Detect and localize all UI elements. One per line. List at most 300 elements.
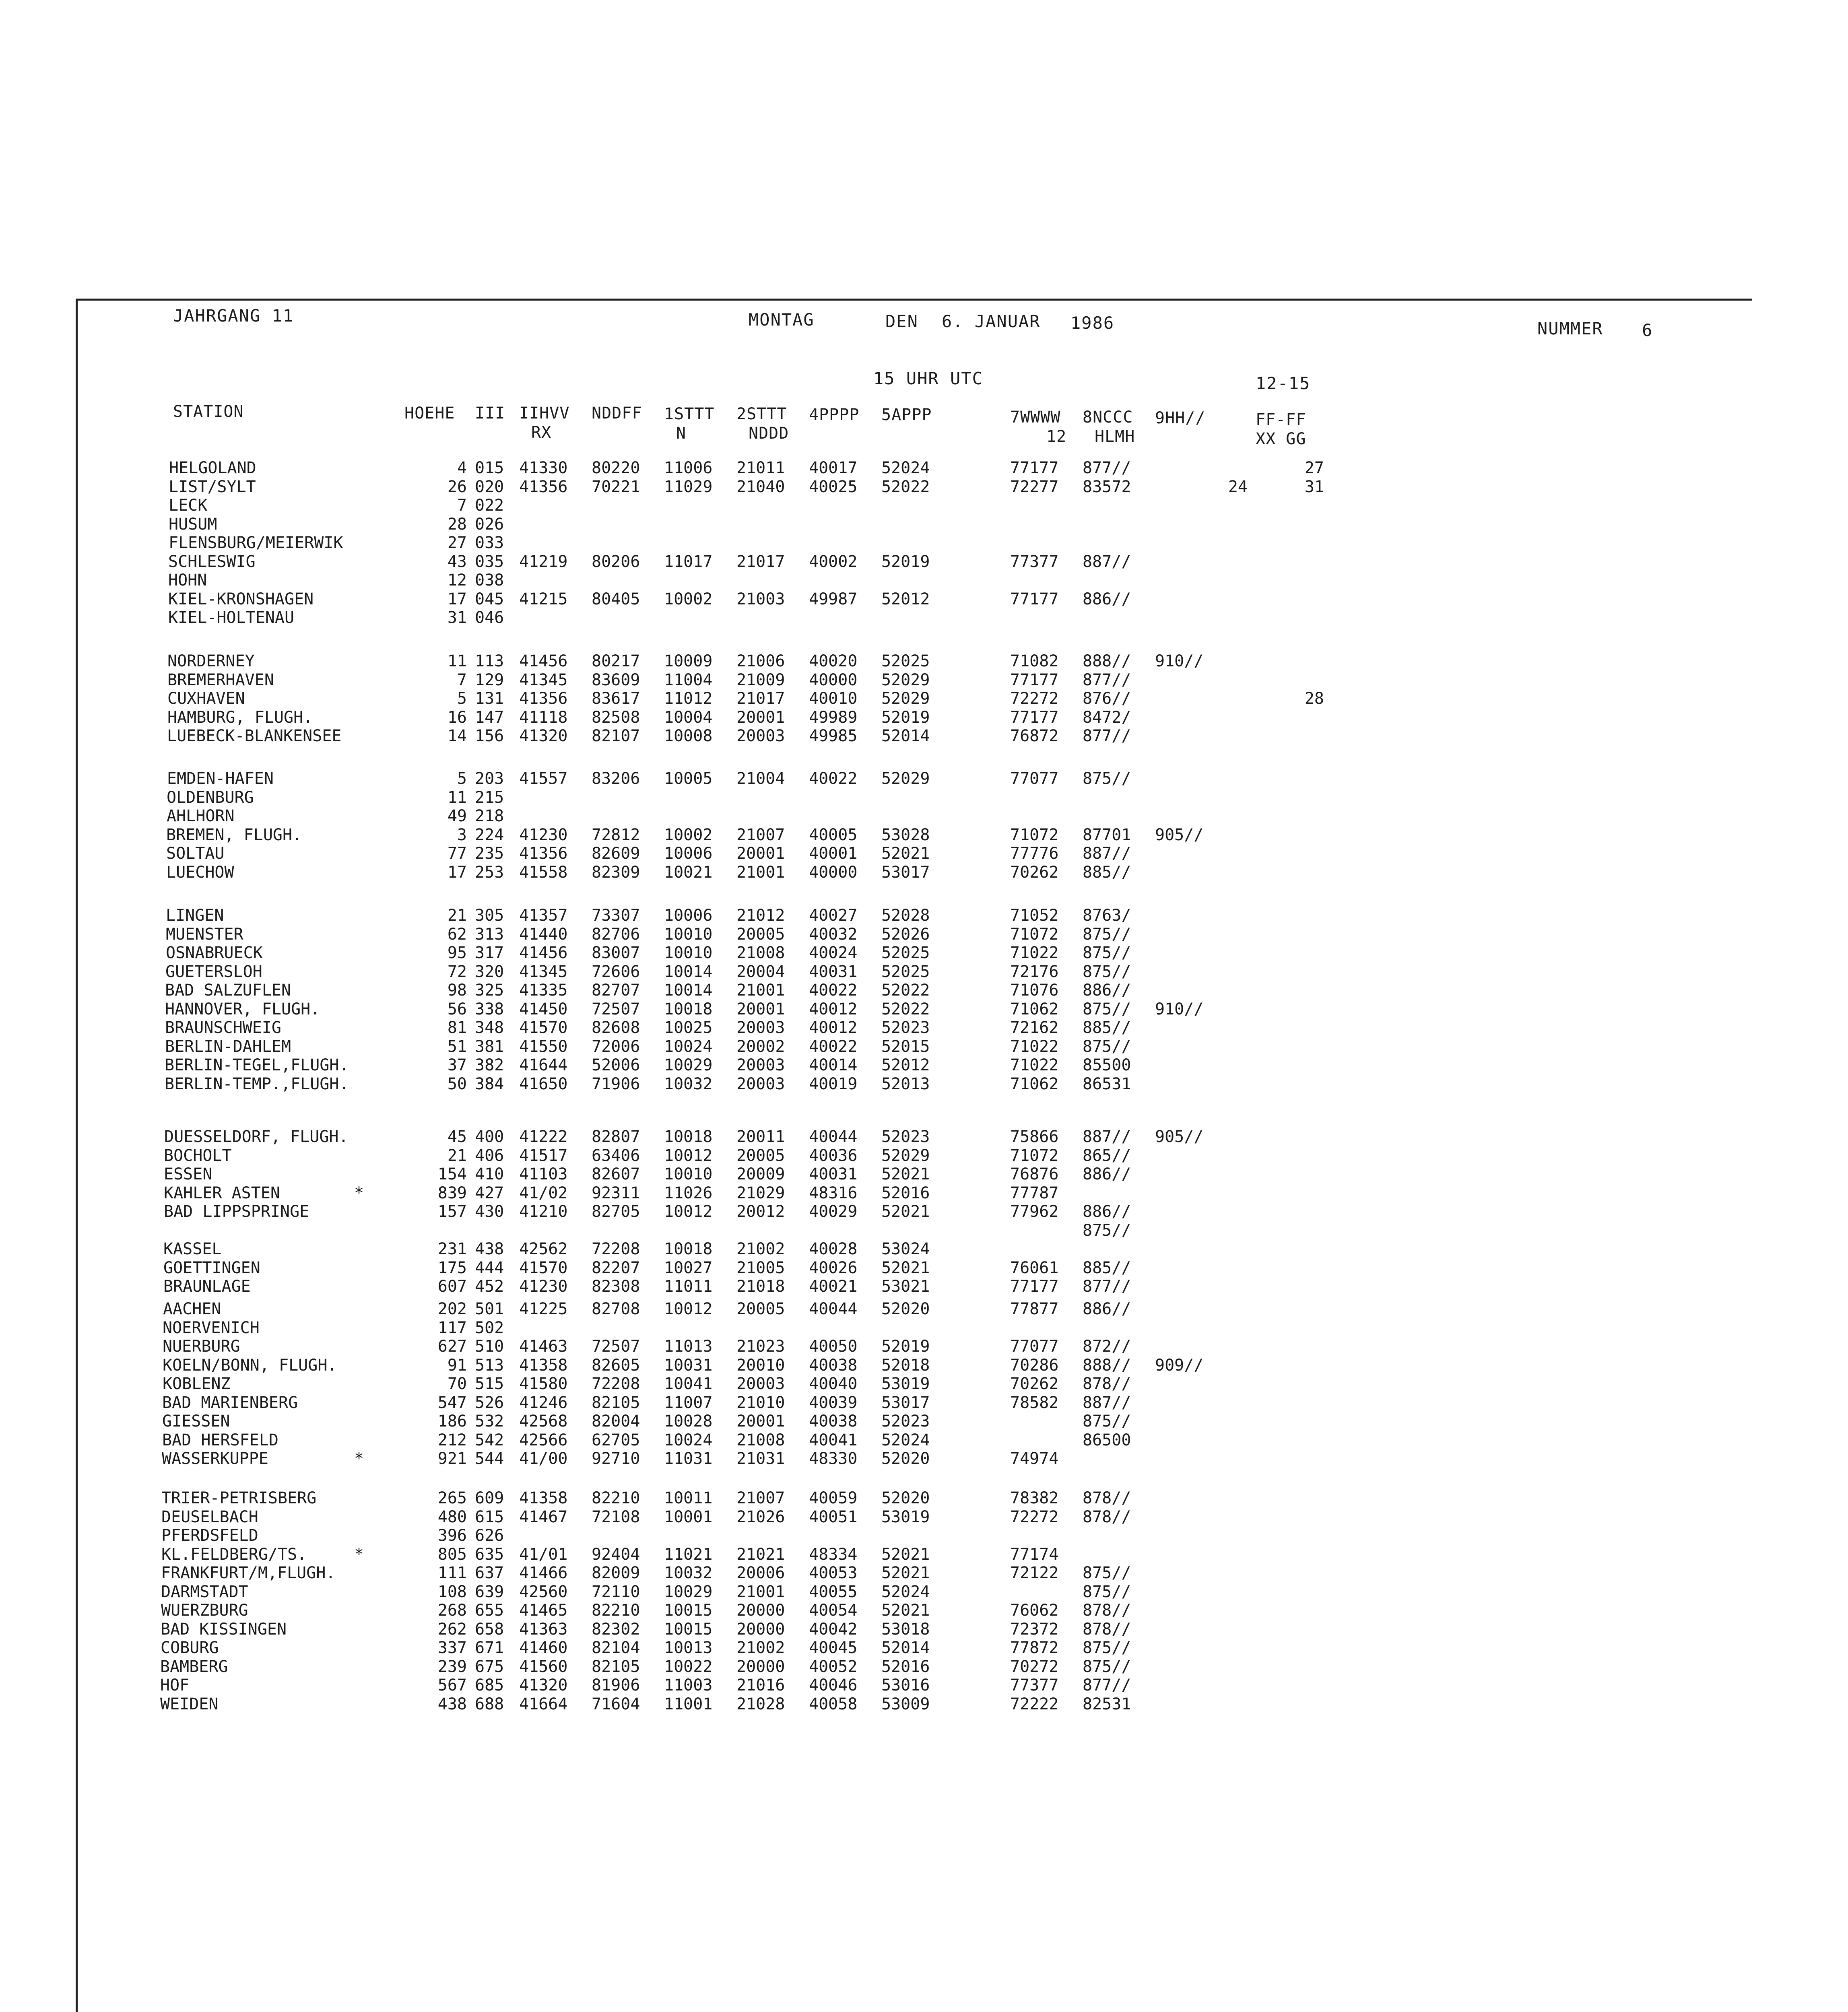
cell-hoehe: 157 [437,1202,467,1221]
cell-g1: 41456 [519,652,568,670]
cell-g1: 41230 [519,1277,568,1296]
cell-g6: 52019 [881,708,930,727]
cell-g1: 41570 [519,1258,568,1277]
cell-g8: 875// [1083,944,1131,962]
cell-g5: 40052 [809,1657,858,1676]
cell-station: BAD SALZUFLEN [165,981,291,1000]
cell-station: BAMBERG [160,1657,228,1676]
table-row [0,1449,1610,1468]
cell-iii: 325 [475,981,504,1000]
cell-iii: 637 [475,1564,504,1582]
cell-g6: 53028 [881,825,930,844]
cell-g1: 41456 [519,944,568,962]
cell-g8: 876// [1083,689,1131,708]
cell-station: KAHLER ASTEN [164,1183,280,1202]
cell-g1: 41219 [519,552,568,571]
col-9hh: 9HH// [1155,409,1206,427]
cell-g6: 53024 [881,1240,930,1258]
cell-iii: 046 [475,608,504,627]
table-row [0,1165,1610,1183]
cell-iii: 320 [475,962,504,981]
table-row [0,515,1610,534]
col-sub-nddd: NDDD [749,424,789,443]
cell-iii: 035 [475,552,504,571]
cell-iii: 675 [475,1657,504,1676]
cell-hoehe: 212 [437,1431,467,1449]
cell-g7: 77377 [1010,552,1059,571]
cell-g2: 83007 [592,944,640,962]
cell-g5: 40036 [809,1146,858,1165]
cell-g7: 72372 [1010,1620,1059,1639]
cell-g2: 80206 [592,552,640,571]
cell-g4: 21007 [736,1489,785,1507]
cell-g4: 20003 [736,1074,785,1093]
cell-g7: 72122 [1010,1564,1059,1582]
cell-g6: 52023 [881,1018,930,1037]
cell-g3: 10006 [664,844,713,863]
cell-g2: 82807 [592,1128,640,1146]
cell-gg: 27 [1304,459,1324,477]
table-row [0,1000,1610,1018]
cell-g2: 82508 [592,708,640,727]
cell-g2: 92311 [592,1183,640,1202]
cell-hoehe: 396 [437,1526,467,1545]
cell-g4: 20005 [736,1300,785,1318]
cell-g3: 10029 [664,1056,713,1074]
cell-g1: 41215 [519,590,568,608]
table-row [0,844,1610,863]
cell-g6: 53016 [881,1676,930,1695]
cell-hoehe: 3 [457,825,467,844]
cell-g4: 20001 [736,708,785,727]
cell-g3: 10025 [664,1018,713,1037]
cell-hoehe: 98 [447,981,467,1000]
cell-station: HANNOVER, FLUGH. [165,1000,320,1018]
cell-g1: 41463 [519,1337,568,1356]
cell-hoehe: 95 [447,944,467,962]
cell-g6: 52020 [881,1300,930,1318]
cell-g5: 40038 [809,1356,858,1375]
cell-g4: 20001 [736,1412,785,1431]
cell-g5: 49985 [809,727,858,745]
cell-g4: 20004 [736,962,785,981]
cell-g8: 878// [1083,1375,1131,1393]
date-label: 6. JANUAR [942,311,1041,331]
cell-g3: 11007 [664,1393,713,1412]
cell-g4: 21001 [736,981,785,1000]
cell-g1: 41345 [519,670,568,689]
range-label: 12-15 [1256,373,1311,393]
cell-g8: 887// [1083,844,1131,863]
cell-g8: 886// [1083,1300,1131,1318]
cell-g1: 41356 [519,689,568,708]
cell-g1: 41465 [519,1601,568,1620]
cell-iii: 671 [475,1639,504,1657]
table-row [0,1545,1610,1564]
cell-g8: 875// [1083,1639,1131,1657]
cell-g8: 8763/ [1083,906,1131,925]
cell-iii: 406 [475,1146,504,1165]
cell-g4: 21001 [736,1582,785,1601]
table-row [0,478,1610,496]
nummer-label: NUMMER [1537,319,1603,338]
cell-hoehe: 77 [447,844,467,863]
cell-hoehe: 480 [437,1507,467,1526]
cell-station: WEIDEN [160,1695,219,1713]
cell-g2: 72110 [592,1582,640,1601]
cell-station: KIEL-HOLTENAU [168,608,295,627]
cell-station: HAMBURG, FLUGH. [167,708,313,727]
cell-station: GOETTINGEN [163,1258,260,1277]
cell-g3: 10015 [664,1620,713,1639]
cell-hoehe: 21 [447,906,467,925]
cell-station: BAD HERSFELD [162,1431,278,1449]
table-row [0,608,1610,627]
cell-iii: 544 [475,1449,504,1468]
cell-hoehe: 7 [457,496,467,515]
col-5appp: 5APPP [881,406,932,424]
table-row [0,459,1610,477]
cell-station: EMDEN-HAFEN [167,769,274,788]
cell-g7: 76061 [1010,1258,1059,1277]
table-row [0,1202,1610,1221]
cell-g1: 41103 [519,1165,568,1183]
cell-g4: 21005 [736,1258,785,1277]
cell-g1: 41118 [519,708,568,727]
cell-g8: 886// [1083,1165,1131,1183]
col-nddff: NDDFF [592,404,642,423]
cell-g4: 21002 [736,1639,785,1657]
cell-hoehe: 607 [437,1277,467,1296]
cell-g8: 86531 [1083,1074,1131,1093]
cell-g7: 72272 [1010,1507,1059,1526]
cell-g3: 10002 [664,590,713,608]
cell-hoehe: 14 [447,727,467,745]
cell-g8: 877// [1083,459,1131,477]
cell-g5: 40039 [809,1393,858,1412]
cell-g7: 77077 [1010,1337,1059,1356]
cell-g7: 71082 [1010,652,1059,670]
cell-g1: 41/00 [519,1449,568,1468]
cell-g5: 40038 [809,1412,858,1431]
cell-g5: 40058 [809,1695,858,1713]
cell-g8: 878// [1083,1489,1131,1507]
cell-mark: * [354,1449,364,1468]
cell-g1: 41664 [519,1695,568,1713]
cell-g8: 87701 [1083,825,1131,844]
cell-g7: 71072 [1010,825,1059,844]
cell-g9: 905// [1155,1128,1204,1146]
cell-station: LUECHOW [166,863,234,882]
cell-g7: 71072 [1010,925,1059,944]
cell-station: GUETERSLOH [165,962,262,981]
cell-hoehe: 12 [447,571,467,590]
cell-g3: 10011 [664,1489,713,1507]
cell-hoehe: 438 [437,1695,467,1713]
cell-hoehe: 547 [437,1393,467,1412]
col-8nccc: 8NCCC [1083,408,1133,427]
cell-g3: 10012 [664,1300,713,1318]
cell-g5: 40029 [809,1202,858,1221]
cell-g1: 41320 [519,727,568,745]
cell-g1: 42568 [519,1412,568,1431]
cell-g2: 82308 [592,1277,640,1296]
cell-iii: 113 [475,652,504,670]
cell-g6: 52024 [881,1582,930,1601]
cell-g3: 10031 [664,1356,713,1375]
cell-g2: 71604 [592,1695,640,1713]
cell-hoehe: 186 [437,1412,467,1431]
cell-g8: 878// [1083,1601,1131,1620]
cell-g7: 74974 [1010,1449,1059,1468]
cell-station: HOHN [168,571,207,590]
cell-g6: 53019 [881,1507,930,1526]
cell-g1: 41466 [519,1564,568,1582]
cell-g7: 71062 [1010,1074,1059,1093]
cell-g6: 52021 [881,1601,930,1620]
cell-iii: 542 [475,1431,504,1449]
cell-g6: 53021 [881,1277,930,1296]
cell-gg: 31 [1304,477,1324,496]
cell-g4: 20003 [736,1375,785,1393]
table-row [0,788,1610,807]
cell-g3: 10022 [664,1657,713,1676]
cell-g2: 82004 [592,1412,640,1431]
cell-g2: 62705 [592,1431,640,1449]
col-4pppp: 4PPPP [809,406,860,424]
cell-g7: 77787 [1010,1183,1059,1202]
cell-g2: 72108 [592,1507,640,1526]
cell-g3: 10010 [664,925,713,944]
cell-g5: 40024 [809,944,858,962]
cell-g4: 20009 [736,1165,785,1183]
cell-g5: 40051 [809,1507,858,1526]
cell-hoehe: 70 [447,1375,467,1393]
cell-station: LINGEN [166,906,224,925]
cell-station: HELGOLAND [169,459,256,477]
table-row [0,1508,1610,1526]
table-row [0,571,1610,590]
cell-station: CUXHAVEN [167,689,245,708]
cell-g1: 41356 [519,477,568,496]
cell-g8: 865// [1083,1146,1131,1165]
cell-g4: 21016 [736,1676,785,1695]
cell-g5: 40012 [809,1018,858,1037]
cell-g3: 11017 [664,552,713,571]
cell-g4: 21008 [736,944,785,962]
cell-g1: 41558 [519,863,568,882]
cell-gg: 28 [1304,689,1324,708]
cell-g1: 41467 [519,1507,568,1526]
cell-g5: 40022 [809,769,858,788]
cell-hoehe: 56 [447,1000,467,1018]
cell-g1: 41550 [519,1037,568,1056]
cell-g3: 11031 [664,1449,713,1468]
cell-g7: 71076 [1010,981,1059,1000]
weekday-label: MONTAG [749,310,815,330]
col-station: STATION [173,402,244,421]
cell-ff: 24 [1228,477,1248,496]
cell-g4: 20003 [736,1056,785,1074]
cell-g5: 40000 [809,670,858,689]
cell-g1: 41320 [519,1676,568,1695]
cell-g8: 875// [1083,1221,1131,1240]
table-row [0,689,1610,708]
cell-g5: 40042 [809,1620,858,1639]
cell-iii: 131 [475,689,504,708]
cell-g1: 41570 [519,1018,568,1037]
cell-iii: 658 [475,1620,504,1639]
cell-station: GIESSEN [162,1412,230,1431]
cell-g1: 41/02 [519,1183,568,1202]
cell-station: KOBLENZ [163,1375,231,1393]
cell-g2: 92404 [592,1545,640,1564]
cell-g1: 41335 [519,981,568,1000]
table-row [0,1695,1610,1713]
cell-g1: 41345 [519,962,568,981]
cell-g8: 885// [1083,1018,1131,1037]
cell-g5: 40000 [809,863,858,882]
cell-g7: 76062 [1010,1601,1059,1620]
cell-g3: 10028 [664,1412,713,1431]
cell-hoehe: 202 [437,1300,467,1318]
cell-g6: 52029 [881,689,930,708]
cell-iii: 203 [475,769,504,788]
cell-iii: 688 [475,1695,504,1713]
cell-g4: 20000 [736,1601,785,1620]
cell-g6: 52016 [881,1183,930,1202]
cell-iii: 215 [475,788,504,807]
cell-g2: 81906 [592,1676,640,1695]
cell-g5: 40055 [809,1582,858,1601]
cell-g9: 905// [1155,825,1204,844]
table-row [0,652,1610,670]
cell-g7: 70286 [1010,1356,1059,1375]
cell-g3: 10014 [664,962,713,981]
cell-station: LIST/SYLT [169,477,256,496]
cell-g3: 11012 [664,689,713,708]
cell-g3: 10029 [664,1582,713,1601]
cell-iii: 156 [475,727,504,745]
cell-station: BAD KISSINGEN [161,1620,287,1639]
cell-g8: 877// [1083,1277,1131,1296]
cell-station: OSNABRUECK [166,944,263,962]
cell-hoehe: 45 [447,1128,467,1146]
table-row [0,1037,1610,1056]
cell-g7: 71052 [1010,906,1059,925]
cell-hoehe: 26 [447,477,467,496]
cell-station: ESSEN [164,1165,212,1183]
cell-g2: 82607 [592,1165,640,1183]
cell-g3: 10024 [664,1037,713,1056]
table-row [0,496,1610,515]
cell-hoehe: 175 [437,1258,467,1277]
cell-g2: 82309 [592,863,640,882]
cell-g6: 52024 [881,1431,930,1449]
cell-g6: 52012 [881,1056,930,1074]
cell-station: MUENSTER [166,925,243,944]
cell-g2: 72812 [592,825,640,844]
cell-g3: 10032 [664,1074,713,1093]
cell-g6: 52026 [881,925,930,944]
cell-g1: 41580 [519,1375,568,1393]
cell-station: BREMEN, FLUGH. [166,825,302,844]
cell-station: WUERZBURG [161,1601,248,1620]
cell-station: BERLIN-TEGEL,FLUGH. [165,1056,349,1074]
cell-g2: 73307 [592,906,640,925]
cell-g4: 21002 [736,1240,785,1258]
table-row [0,727,1610,745]
cell-g4: 20006 [736,1564,785,1582]
cell-hoehe: 51 [447,1037,467,1056]
cell-g4: 21026 [736,1507,785,1526]
cell-g5: 40041 [809,1431,858,1449]
cell-g8: 875// [1083,925,1131,944]
cell-station: BREMERHAVEN [167,670,274,689]
cell-g2: 82302 [592,1620,640,1639]
cell-g6: 52021 [881,844,930,863]
cell-g3: 10024 [664,1431,713,1449]
cell-station: BERLIN-DAHLEM [165,1037,291,1056]
table-row [0,925,1610,944]
cell-g7: 76876 [1010,1165,1059,1183]
cell-hoehe: 49 [447,807,467,825]
cell-g3: 11004 [664,670,713,689]
table-row [0,1412,1610,1431]
cell-station: BAD MARIENBERG [162,1393,298,1412]
cell-iii: 305 [475,906,504,925]
cell-g5: 40010 [809,689,858,708]
cell-g7: 77776 [1010,844,1059,863]
cell-hoehe: 5 [457,689,467,708]
cell-iii: 444 [475,1258,504,1277]
cell-station: TRIER-PETRISBERG [161,1489,317,1507]
cell-hoehe: 4 [457,459,467,477]
cell-g7: 77877 [1010,1300,1059,1318]
cell-g5: 40054 [809,1601,858,1620]
cell-g6: 52015 [881,1037,930,1056]
cell-hoehe: 21 [447,1146,467,1165]
cell-g3: 10018 [664,1128,713,1146]
cell-station: FRANKFURT/M,FLUGH. [161,1564,336,1582]
cell-g6: 52022 [881,981,930,1000]
cell-g5: 40021 [809,1277,858,1296]
cell-hoehe: 43 [447,552,467,571]
cell-g3: 11029 [664,477,713,496]
cell-hoehe: 268 [437,1601,467,1620]
cell-g3: 10015 [664,1601,713,1620]
cell-g1: 41440 [519,925,568,944]
cell-g7: 71072 [1010,1146,1059,1165]
cell-g6: 52025 [881,944,930,962]
cell-g1: 41357 [519,906,568,925]
cell-g8: 8472/ [1083,708,1131,727]
cell-g6: 52012 [881,590,930,608]
table-row [0,1337,1610,1356]
cell-g6: 52016 [881,1657,930,1676]
cell-g2: 72006 [592,1037,640,1056]
nummer-value: 6 [1642,320,1653,340]
cell-g5: 40027 [809,906,858,925]
cell-g6: 53009 [881,1695,930,1713]
col-ff: FF-FF [1256,410,1306,429]
table-row [0,1300,1610,1318]
col-sub-rx: RX [531,423,552,442]
cell-station: NUERBURG [163,1337,240,1356]
cell-g3: 10027 [664,1258,713,1277]
cell-g8: 82531 [1083,1695,1131,1713]
cell-station: AHLHORN [167,807,235,825]
